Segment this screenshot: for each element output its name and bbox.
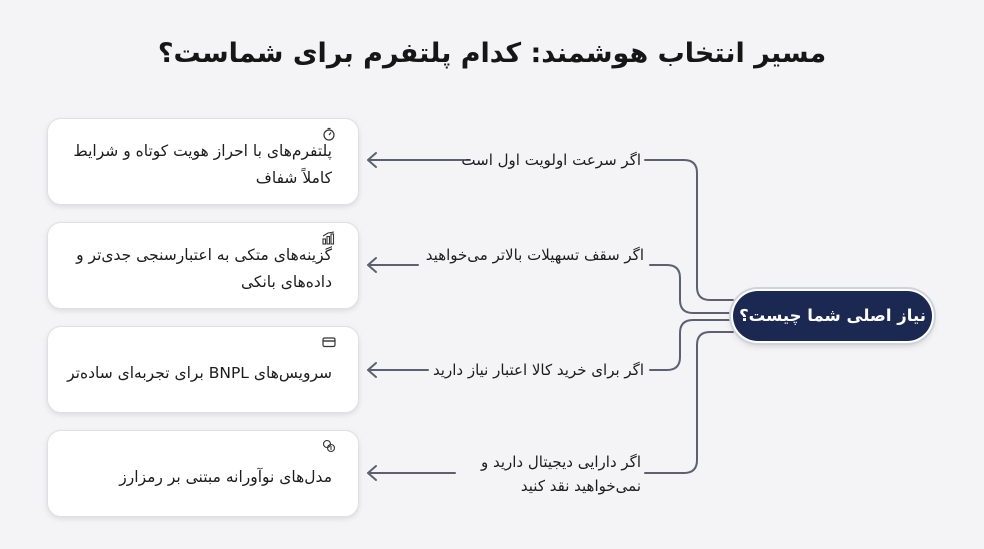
connector-line-3 [650,320,733,370]
root-question-node: نیاز اصلی شما چیست؟ [733,291,932,341]
option-card-text: سرویس‌های BNPL برای تجربه‌ای ساده‌تر [67,364,332,382]
option-card-text: مدل‌های نوآورانه مبتنی بر رمزارز [119,468,332,486]
credit-card-icon [322,335,336,349]
connector-line-1 [645,160,733,300]
option-card-credit-limit [47,222,359,309]
option-card-text: گزینه‌های متکی به اعتبارسنجی جدی‌تر و داده‌های بانکی [76,246,332,291]
option-card-text: پلتفرم‌های با احراز هویت کوتاه و شرایط کاملاً شفاف [73,142,332,187]
condition-label-digital-assets: اگر دارایی دیجیتال دارید و نمی‌خواهید نقد کنید [480,453,641,495]
arrow-line-2 [368,258,418,272]
connector-line-2 [650,265,733,313]
connector-line-4 [645,332,733,473]
option-card-bnpl [47,326,359,413]
option-card-fast [47,118,359,205]
condition-label-credit-limit: اگر سقف تسهیلات بالاتر می‌خواهید [425,246,644,264]
arrow-line-3 [368,363,428,377]
arrow-line-1 [368,153,470,167]
condition-label-goods: اگر برای خرید کالا اعتبار نیاز دارید [432,361,644,379]
option-card-crypto [47,430,359,517]
condition-label-speed: اگر سرعت اولویت اول است [461,151,641,169]
crypto-coin-icon [322,439,336,453]
page-title: مسیر انتخاب هوشمند: کدام پلتفرم برای شماست؟ [157,38,827,69]
